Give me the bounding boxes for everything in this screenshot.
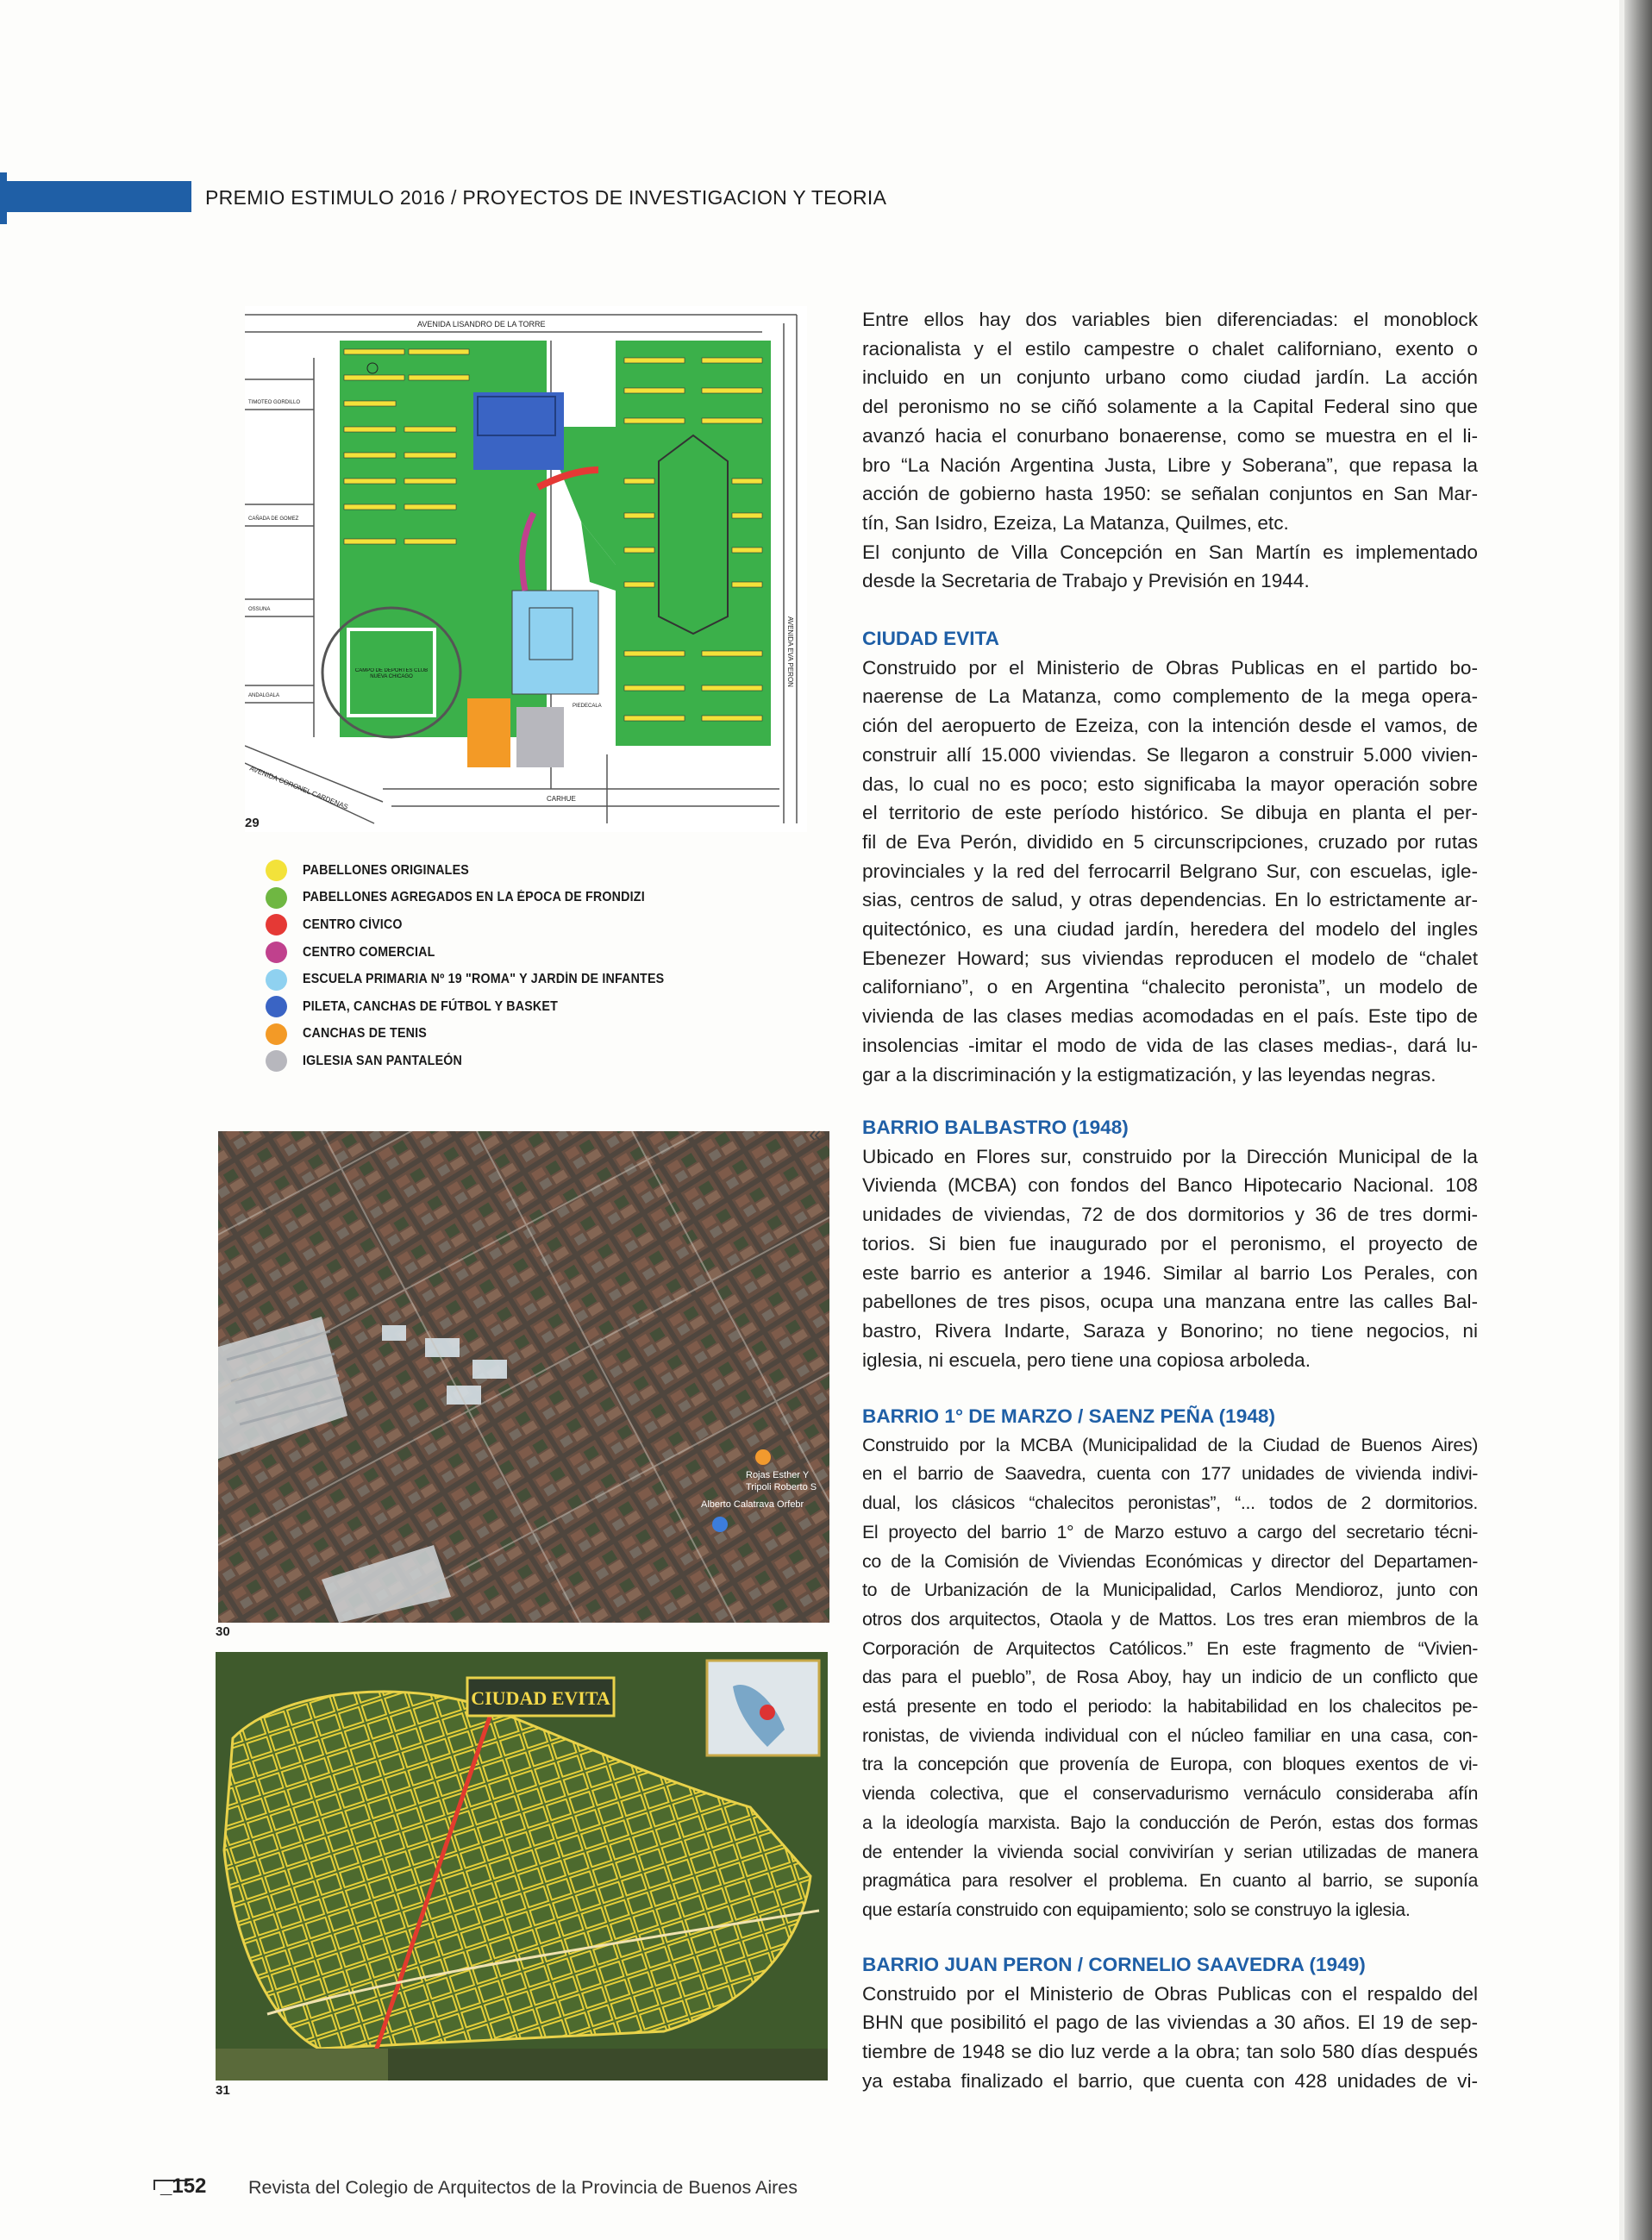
site-plan-drawing [245,306,807,832]
figure-29-legend [266,857,783,1075]
plan-label-stadium: CAMPO DE DEPORTES CLUB NUEVA CHICAGO [354,668,429,679]
text-line: este barrio es anterior a 1946. Similar al barrio Los Perales, con [862,1261,1478,1284]
section-text [862,654,1478,1090]
legend-dot-icon [266,969,287,991]
text-line: de entender la vivienda social convivirían y serian utilizadas de manera [862,1841,1478,1862]
plan-label-left-3: OSSUNA [248,607,271,612]
text-line: El conjunto de Villa Concepción en San Martín es implementado [862,541,1478,563]
legend-dot-icon [266,887,287,909]
legend-dot-icon [266,914,287,935]
aerial-collapse-icon: « [809,1121,822,1147]
section-title: BARRIO 1° DE MARZO / SAENZ PEÑA (1948) [862,1405,1275,1427]
figure-31-ciudad-evita-plan [216,1652,828,2080]
legend-dot-icon [266,996,287,1017]
text-line: torios. Si bien fue inaugurado por el peronismo, el proyecto de [862,1232,1478,1255]
text-line: sias, centros de salud, y otras dependencias. En lo estrictamente ar- [862,889,1478,911]
text-line: vivienda de las clases medias acomodadas en el país. Este tipo de [862,1005,1478,1028]
text-line: Entre ellos hay dos variables bien diferenciadas: el monoblock [862,309,1478,330]
text-line: Ebenezer Howard; sus viviendas reproducen el modelo de “chalet [862,947,1478,969]
text-line: Corporación de Arquitectos Católicos.” En este fragmento de “Vivien- [862,1637,1478,1659]
text-line: racionalista y el estilo campestre o chalet californiano, exento o [862,337,1478,360]
text-line: Vivienda (MCBA) con fondos del Banco Hipotecario Nacional. 108 [862,1174,1478,1197]
text-line: otros dos arquitectos, Otaola y de Mattos. Los tres eran miembros de la [862,1608,1478,1630]
aerial-label-place-3: Alberto Calatrava Orfebr [701,1499,804,1510]
text-line: tín, San Isidro, Ezeiza, La Matanza, Quilmes, etc. [862,511,1289,534]
intro-paragraph [862,305,1478,596]
text-line: naerense de La Matanza, como complemento de la mega opera- [862,685,1478,708]
legend-item [266,885,783,912]
text-line: El proyecto del barrio 1° de Marzo estuvo a cargo del secretario técni- [862,1521,1478,1542]
page-edge-shadow [1624,0,1652,2240]
legend-label: ESCUELA PRIMARIA Nº 19 "ROMA" Y JARDÍN DE INFANTES [303,972,665,987]
text-line: das para el pueblo”, de Rosa Aboy, hay un indicio de un conflicto que [862,1667,1478,1688]
section-title: CIUDAD EVITA [862,628,999,649]
legend-dot-icon [266,1050,287,1072]
plan-label-top-street: AVENIDA LISANDRO DE LA TORRE [417,320,546,328]
text-line: das, lo cual no es poco; esto significaba la mayor operación sobre [862,773,1478,795]
legend-dot-icon [266,860,287,881]
aerial-label-place-2: Tripoli Roberto S [746,1482,817,1492]
legend-item [266,993,783,1021]
text-line: dual, los clásicos “chalecitos peronistas”, “... todos de 2 dormitorios. [862,1492,1478,1514]
plan-label-left-4: ANDALGALA [248,693,280,698]
text-line: que estaría construido con equipamiento; solo se construyo la iglesia. [862,1899,1411,1920]
text-line: el territorio de este período histórico. Se dibuja en planta el per- [862,802,1478,824]
legend-label: CANCHAS DE TENIS [303,1026,427,1042]
text-line: gar a la discriminación y la estigmatización, y las leyendas negras. [862,1063,1436,1086]
section-barrio-1-de-marzo [862,1402,1478,1925]
figure-29-number: 29 [245,816,260,830]
legend-item [266,911,783,939]
text-line: bastro, Rivera Indarte, Saraza y Bonorino; no tiene negocios, ni [862,1319,1478,1342]
text-line: ronistas, de vivienda individual con el núcleo familiar en una casa, con- [862,1724,1478,1746]
text-line: bro “La Nación Argentina Justa, Libre y Soberana”, que repasa la [862,454,1478,476]
legend-label: PABELLONES AGREGADOS EN LA ÉPOCA DE FRONDIZI [303,890,645,905]
journal-name: Revista del Colegio de Arquitectos de la Provincia de Buenos Aires [248,2177,798,2198]
legend-item [266,1048,783,1075]
legend-label: PABELLONES ORIGINALES [303,862,469,878]
section-title: BARRIO JUAN PERON / CORNELIO SAAVEDRA (1949) [862,1954,1366,1975]
legend-dot-icon [266,1023,287,1045]
legend-item [266,857,783,885]
evita-plan-drawing [216,1652,828,2080]
running-header: PREMIO ESTIMULO 2016 / PROYECTOS DE INVESTIGACION Y TEORIA [205,186,887,209]
text-line: desde la Secretaria de Trabajo y Previsión en 1944. [862,570,1310,592]
legend-label: CENTRO COMERCIAL [303,944,435,960]
legend-label: PILETA, CANCHAS DE FÚTBOL Y BASKET [303,998,558,1014]
text-line: tra la concepción que provenía de Europa, con bloques exentos de vi- [862,1754,1478,1775]
text-line: Construido por el Ministerio de Obras Publicas con el respaldo del [862,1982,1478,2005]
text-line: co de la Comisión de Viviendas Económicas y director del Departamen- [862,1550,1478,1572]
text-line: Ubicado en Flores sur, construido por la Dirección Municipal de la [862,1145,1478,1167]
text-line: californiano”, o en Argentina “chalecito peronista”, un modelo de [862,976,1478,998]
text-line: ción del aeropuerto de Ezeiza, con la intención desde el vamos, de [862,715,1478,737]
text-line: quitectónico, es una ciudad jardín, heredera del modelo del ingles [862,918,1478,941]
restaurant-pin-icon [755,1449,771,1465]
figure-31-number: 31 [216,2083,230,2098]
text-line: fil de Eva Perón, dividido en 5 circunscripciones, cruzado por rutas [862,830,1478,853]
text-line: incluido en un conjunto urbano como ciudad jardín. La acción [862,366,1478,389]
figure-30-number: 30 [216,1624,230,1639]
text-line: pragmática para resolver el problema. En cuanto al barrio, se suponía [862,1870,1478,1892]
text-line: avanzó hacia el conurbano bonaerense, como se muestra en el li- [862,424,1478,447]
legend-label: CENTRO CÍVICO [303,917,403,932]
text-line: provinciales y la red del ferrocarril Belgrano Sur, con escuelas, igle- [862,860,1478,882]
shop-pin-icon [712,1517,728,1532]
page-number: _152 [160,2174,207,2198]
header-accent-bar [0,181,191,212]
text-line: Construido por el Ministerio de Obras Publicas en el partido bo- [862,656,1478,679]
section-barrio-juan-peron [862,1950,1478,2096]
section-ciudad-evita [862,624,1478,1089]
text-line: acción de gobierno hasta 1950: se señalan conjuntos en San Mar- [862,483,1478,505]
text-line: insolencias -imitar el modo de vida de las clases medias-, dará lu- [862,1034,1478,1056]
text-line: iglesia, ni escuela, pero tiene una copiosa arboleda. [862,1348,1311,1371]
text-line: BHN que posibilitó el pago de las viviendas a 30 años. El 19 de sep- [862,2012,1478,2034]
plan-label-left-1: TIMOTEO GORDILLO [248,400,301,405]
section-barrio-balbastro [862,1113,1478,1374]
aerial-photo-drawing [218,1131,829,1623]
figure-29-site-plan [245,306,807,832]
text-line: to de Urbanización de la Municipalidad, Carlos Mendioroz, junto con [862,1580,1478,1601]
text-line: vienda colectiva, que el conservadurismo vernáculo consideraba afín [862,1783,1478,1805]
text-line: construir allí 15.000 viviendas. Se llegaron a construir 5.000 vivien- [862,743,1478,766]
section-text [862,1142,1478,1375]
section-text [862,1980,1478,2096]
text-line: ya estaba finalizado el barrio, que cuenta con 428 unidades de vi- [862,2069,1478,2092]
legend-item [266,966,783,993]
text-line: pabellones de tres pisos, ocupa una manzana entre las calles Bal- [862,1291,1478,1313]
legend-label: IGLESIA SAN PANTALEÓN [303,1053,463,1068]
footer-rule-tick [153,2180,155,2190]
intro-text [862,305,1478,596]
legend-dot-icon [266,942,287,963]
plan-label-diag-street: AVENIDA CORONEL CARDENAS [248,764,349,811]
text-line: del peronismo no se ciñó solamente a la Capital Federal sino que [862,396,1478,418]
text-line: unidades de viviendas, 72 de dos dormitorios y 36 de tres dormi- [862,1204,1478,1226]
text-line: tiembre de 1948 se dio luz verde a la obra; tan solo 580 días después [862,2041,1478,2063]
section-text [862,1431,1478,1925]
text-line: en el barrio de Saavedra, cuenta con 177 unidades de vivienda indivi- [862,1463,1478,1485]
text-line: está presente en todo el periodo: la habitabilidad en los chalecitos pe- [862,1696,1478,1718]
evita-banner-text: CIUDAD EVITA [471,1687,610,1709]
text-line: Construido por la MCBA (Municipalidad de la Ciudad de Buenos Aires) [862,1434,1478,1455]
plan-label-left-2: CAÑADA DE GOMEZ [248,516,299,522]
legend-item [266,1021,783,1048]
plan-label-right-street: AVENIDA EVA PERON [786,616,794,687]
plan-label-inner: PIEDECALA [573,704,602,709]
section-title: BARRIO BALBASTRO (1948) [862,1117,1129,1138]
plan-label-bottom-street: CARHUE [547,795,576,803]
aerial-label-place-1: Rojas Esther Y [746,1470,810,1480]
text-line: a la ideología marxista. Bajo la conducción de Perón, estas dos formas [862,1811,1478,1833]
figure-30-aerial-photo [218,1131,829,1623]
legend-item [266,939,783,967]
